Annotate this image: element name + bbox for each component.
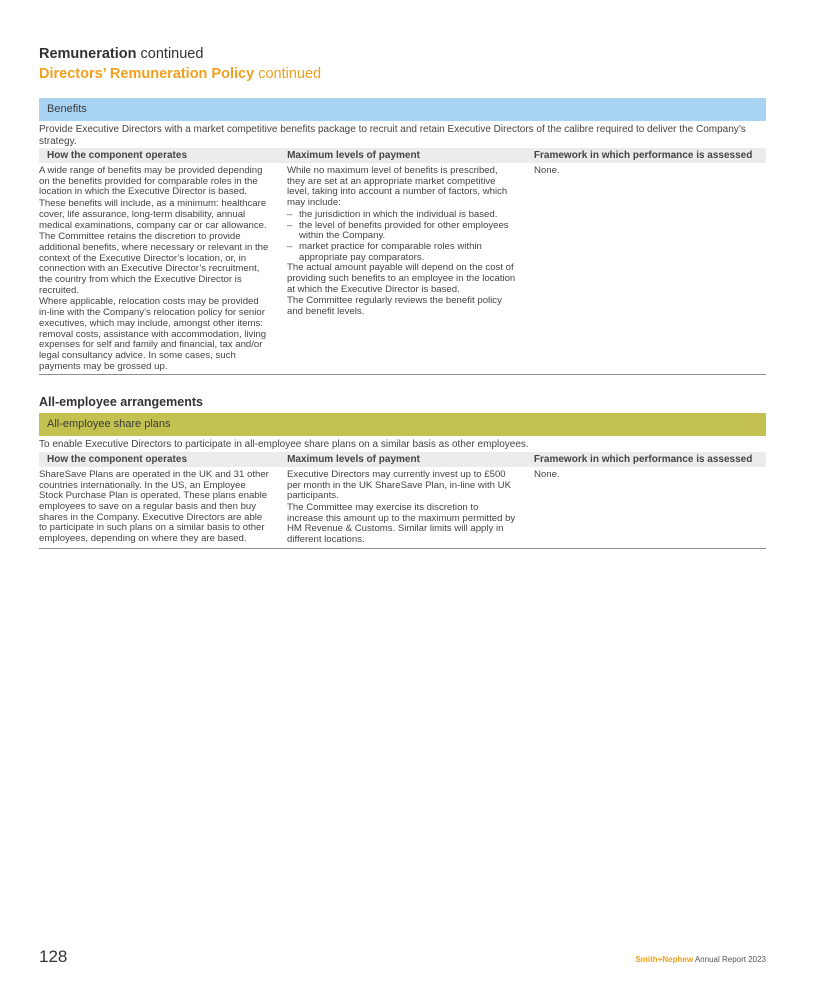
paragraph: The Committee retains the discretion to provide additional benefits, where necessary or relevant in the context of the Executive Director’s location, or, in connection with an Executive Director’s recruitment, the country from which the Executive Director is recruited.	[39, 231, 269, 296]
share-plans-bar	[39, 413, 766, 436]
report-name: Annual Report 2023	[694, 955, 766, 964]
footer-brand	[635, 955, 766, 964]
col-header-framework: Framework in which performance is assessed	[533, 453, 753, 465]
page-number: 128	[39, 947, 68, 966]
paragraph: ShareSave Plans are operated in the UK and 31 other countries internationally. In the US, an Employee Stock Purchase Plan is operated. These plans enable employees to save on a regular basis and then buy shares in the Company. Executive Directors are able to participate in such plans on a similar basis to other employees, depending on where they are based.	[39, 468, 269, 545]
list-item: – market practice for comparable roles within appropriate pay comparators.	[287, 240, 482, 263]
share-plans-purpose: To enable Executive Directors to participate in all-employee share plans on a similar basis as other employees.	[39, 439, 529, 451]
benefits-purpose: Provide Executive Directors with a market competitive benefits package to recruit and retain Executive Directors of the calibre required to deliver the Company’s strategy.	[39, 124, 746, 147]
section-title: Remuneration continued	[39, 46, 204, 62]
subsection-title: Directors’ Remuneration Policy continued	[39, 66, 322, 82]
share-plans-framework-col	[526, 470, 766, 547]
paragraph: Executive Directors may currently invest up to £500 per month in the UK ShareSave Plan, in-line with UK participants.	[287, 468, 511, 502]
share-plans-max-col	[279, 470, 526, 547]
all-employee-heading: All-employee arrangements	[39, 395, 203, 410]
share-plans-title: All-employee share plans	[47, 418, 171, 431]
paragraph: The Committee may exercise its discretion to increase this amount up to the maximum permitted by HM Revenue & Customs. Similar limits will apply in different locations.	[287, 501, 516, 546]
col-header-max: Maximum levels of payment	[287, 453, 420, 465]
benefits-title: Benefits	[47, 103, 87, 115]
benefits-max-col	[279, 166, 526, 373]
col-header-max: Maximum levels of payment	[287, 150, 420, 161]
paragraph: The Committee regularly reviews the benefit policy and benefit levels.	[287, 295, 502, 318]
brand-name: Smith+Nephew	[635, 955, 694, 964]
paragraph: While no maximum level of benefits is prescribed, they are set at an appropriate market competitive level, taking into account a number of factors, which may include:	[287, 165, 508, 209]
paragraph: The actual amount payable will depend on the cost of providing such benefits to an employee in the location at which the Executive Director is based.	[287, 262, 516, 295]
benefits-operates-col	[39, 166, 279, 373]
col-header-operates: How the component operates	[47, 150, 188, 161]
list-item: – the level of benefits provided for other employees within the Company.	[287, 219, 509, 242]
paragraph: A wide range of benefits may be provided depending on the benefits provided for comparable roles in the location in which the Executive Director is based.	[39, 165, 263, 198]
paragraph: Where applicable, relocation costs may be provided in-line with the Company’s relocation policy for senior executives, which may include, amongst other items: removal costs, assistance with accommodation, living expenses for self and family and financial, tax and/or legal consultancy advice. In some cases, such payments may be grossed up.	[39, 296, 267, 372]
divider	[39, 548, 766, 549]
benefits-bar	[39, 98, 766, 121]
share-plans-column-headers	[39, 452, 766, 467]
benefits-body	[39, 163, 766, 373]
col-header-operates: How the component operates	[47, 453, 188, 465]
benefits-framework-col	[526, 166, 766, 373]
benefits-column-headers	[39, 148, 766, 163]
paragraph: These benefits will include, as a minimum: healthcare cover, life assurance, long-term disability, annual medical examinations, company car or car allowance.	[39, 198, 267, 231]
share-plans-body	[39, 467, 766, 547]
page	[39, 46, 766, 549]
divider	[39, 374, 766, 375]
list-item: – the jurisdiction in which the individual is based.	[287, 208, 498, 220]
paragraph: None.	[534, 468, 560, 480]
col-header-framework: Framework in which performance is assessed	[533, 150, 753, 161]
paragraph: None.	[534, 165, 560, 176]
share-plans-operates-col	[39, 470, 279, 547]
